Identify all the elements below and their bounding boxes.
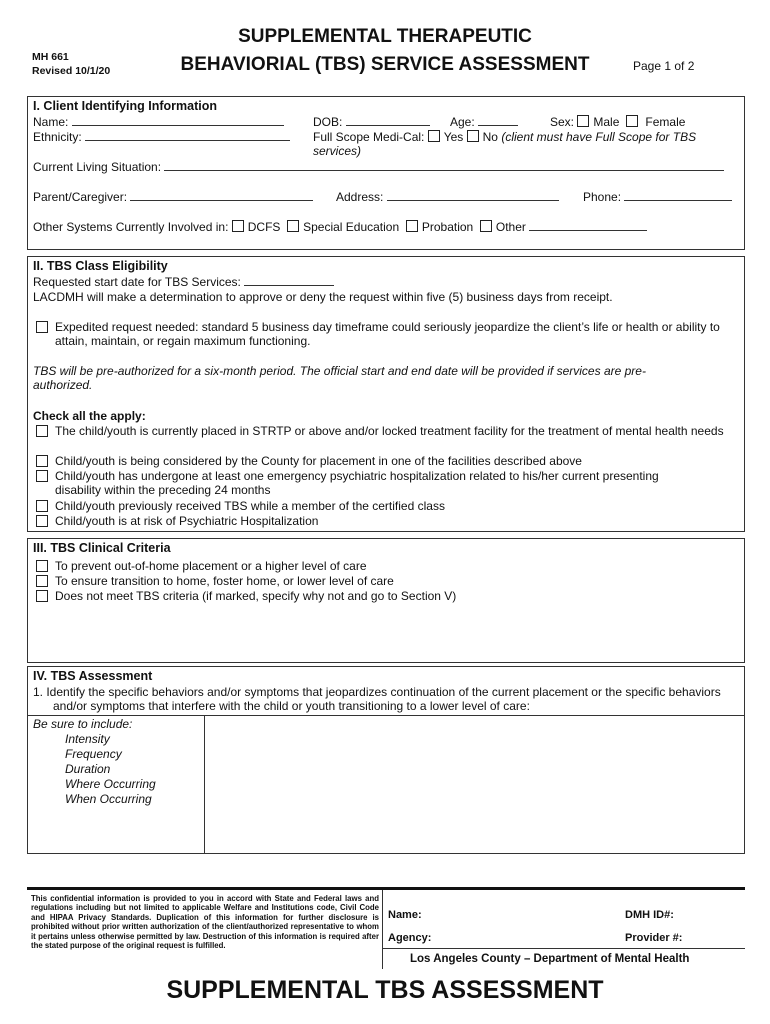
ethnicity-blank[interactable] (85, 130, 290, 141)
eligibility-checkbox-2[interactable] (36, 455, 48, 467)
footer-table (27, 887, 745, 969)
include-item: When Occurring (65, 792, 152, 806)
criteria-item: Does not meet TBS criteria (if marked, specify why not and go to Section V) (55, 589, 457, 603)
form-code: MH 661 (32, 51, 69, 63)
medical-field: Full Scope Medi-Cal: Yes No (client must have Full Scope for TBS services) (313, 130, 697, 158)
address-field[interactable]: Address: (336, 190, 559, 204)
parent-field[interactable]: Parent/Caregiver: (33, 190, 313, 204)
be-sure-label: Be sure to include: (33, 717, 133, 731)
footer-name-label[interactable]: Name: (388, 909, 422, 921)
ethnicity-field[interactable]: Ethnicity: (33, 130, 290, 144)
section-clinical-criteria (27, 538, 745, 663)
eligibility-checkbox-1[interactable] (36, 425, 48, 437)
criteria-item: To prevent out-of-home placement or a higher level of care (55, 559, 367, 573)
footer-rule (383, 948, 745, 949)
revised-date: Revised 10/1/20 (32, 65, 111, 77)
parent-blank[interactable] (130, 190, 313, 201)
include-item: Intensity (65, 732, 110, 746)
expedited-text: Expedited request needed: standard 5 business day timeframe could seriously jeopardize the client’s life or health or ability to attain, maintain, or regain maximum functioning. (55, 320, 720, 348)
other-systems-field: Other Systems Currently Involved in: DCFS Special Education Probation Other (33, 220, 647, 234)
requested-start-field[interactable]: Requested start date for TBS Services: (33, 275, 334, 289)
age-blank[interactable] (478, 115, 518, 126)
check-heading: Check all the apply: (33, 409, 146, 423)
medical-yes-checkbox[interactable] (428, 130, 440, 142)
living-situation-blank[interactable] (164, 160, 724, 171)
department-name: Los Angeles County – Department of Mental Health (410, 953, 690, 965)
assessment-response-area[interactable] (206, 717, 741, 851)
page-number: Page 1 of 2 (633, 59, 695, 73)
dcfs-checkbox[interactable] (232, 220, 244, 232)
preauth-text: TBS will be pre-authorized for a six-month period. The official start and end date will be provided if services are pre-authorized. (33, 364, 646, 392)
other-checkbox[interactable] (480, 220, 492, 232)
dob-field[interactable]: DOB: (313, 115, 430, 129)
lacdmh-text: LACDMH will make a determination to approve or deny the request within five (5) business days from receipt. (33, 290, 613, 304)
male-checkbox[interactable] (577, 115, 589, 127)
include-item: Duration (65, 762, 111, 776)
dob-blank[interactable] (346, 115, 430, 126)
eligibility-item: Child/youth previously received TBS while a member of the certified class (55, 499, 445, 513)
eligibility-item: The child/youth is currently placed in STRTP or above and/or locked treatment facility for the treatment of mental health needs (55, 424, 724, 438)
eligibility-item: Child/youth has undergone at least one emergency psychiatric hospitalization related to his/her current presenting disability within the preceding 24 months (55, 469, 659, 497)
criteria-checkbox-3[interactable] (36, 590, 48, 602)
include-item: Frequency (65, 747, 122, 761)
eligibility-checkbox-3[interactable] (36, 470, 48, 482)
title-line-1: SUPPLEMENTAL THERAPEUTIC (238, 26, 532, 47)
criteria-item: To ensure transition to home, foster home, or lower level of care (55, 574, 394, 588)
footer-id-block (382, 890, 745, 969)
probation-checkbox[interactable] (406, 220, 418, 232)
criteria-checkbox-2[interactable] (36, 575, 48, 587)
other-blank[interactable] (529, 220, 647, 231)
age-field[interactable]: Age: (450, 115, 518, 129)
name-field[interactable]: Name: (33, 115, 284, 129)
table-divider (204, 715, 205, 853)
requested-start-blank[interactable] (244, 275, 334, 286)
confidentiality-notice: This confidential information is provided to you in accord with State and Federal laws and regulations including but not limited to applicable Welfare and Institutions code, Civil Code and HIPAA Privacy Standards. Duplication of this information for further disclosure is prohibited without prior written authorization of the client/authorized representative to whom it pertains unless otherwise permitted by law. Destruction of this information is required after the stated purpose of the original request is fulfilled. (31, 894, 379, 951)
section-class-eligibility (27, 256, 745, 532)
table-top-rule (28, 715, 744, 716)
section-tbs-assessment (27, 666, 745, 854)
footer-provider-label[interactable]: Provider #: (625, 932, 683, 944)
female-checkbox[interactable] (626, 115, 638, 127)
living-situation-field[interactable]: Current Living Situation: (33, 160, 724, 174)
section-heading: II. TBS Class Eligibility (33, 259, 168, 273)
address-blank[interactable] (387, 190, 559, 201)
medical-no-checkbox[interactable] (467, 130, 479, 142)
eligibility-checkbox-5[interactable] (36, 515, 48, 527)
phone-blank[interactable] (624, 190, 732, 201)
eligibility-checkbox-4[interactable] (36, 500, 48, 512)
title-line-2: BEHAVIORIAL (TBS) SERVICE ASSESSMENT (180, 54, 590, 75)
section-client-info (27, 96, 745, 250)
special-education-checkbox[interactable] (287, 220, 299, 232)
footer-dmh-label[interactable]: DMH ID#: (625, 909, 674, 921)
section-heading: III. TBS Clinical Criteria (33, 541, 171, 555)
eligibility-item: Child/youth is at risk of Psychiatric Hospitalization (55, 514, 319, 528)
question-1: 1. Identify the specific behaviors and/or symptoms that jeopardizes continuation of the current placement or the specific behaviors and/or symptoms that interfere with the child or youth transitioning to a lower level of care: (33, 685, 721, 713)
eligibility-item: Child/youth is being considered by the County for placement in one of the facilities described above (55, 454, 582, 468)
expedited-checkbox[interactable] (36, 321, 48, 333)
section-heading: IV. TBS Assessment (33, 669, 153, 683)
name-blank[interactable] (72, 115, 284, 126)
criteria-checkbox-1[interactable] (36, 560, 48, 572)
include-item: Where Occurring (65, 777, 156, 791)
section-heading: I. Client Identifying Information (33, 99, 218, 113)
form-code-block (32, 50, 110, 78)
phone-field[interactable]: Phone: (583, 190, 732, 204)
footer-agency-label[interactable]: Agency: (388, 932, 432, 944)
sex-field: Sex: Male Female (550, 115, 686, 129)
bottom-title: SUPPLEMENTAL TBS ASSESSMENT (166, 976, 604, 1004)
